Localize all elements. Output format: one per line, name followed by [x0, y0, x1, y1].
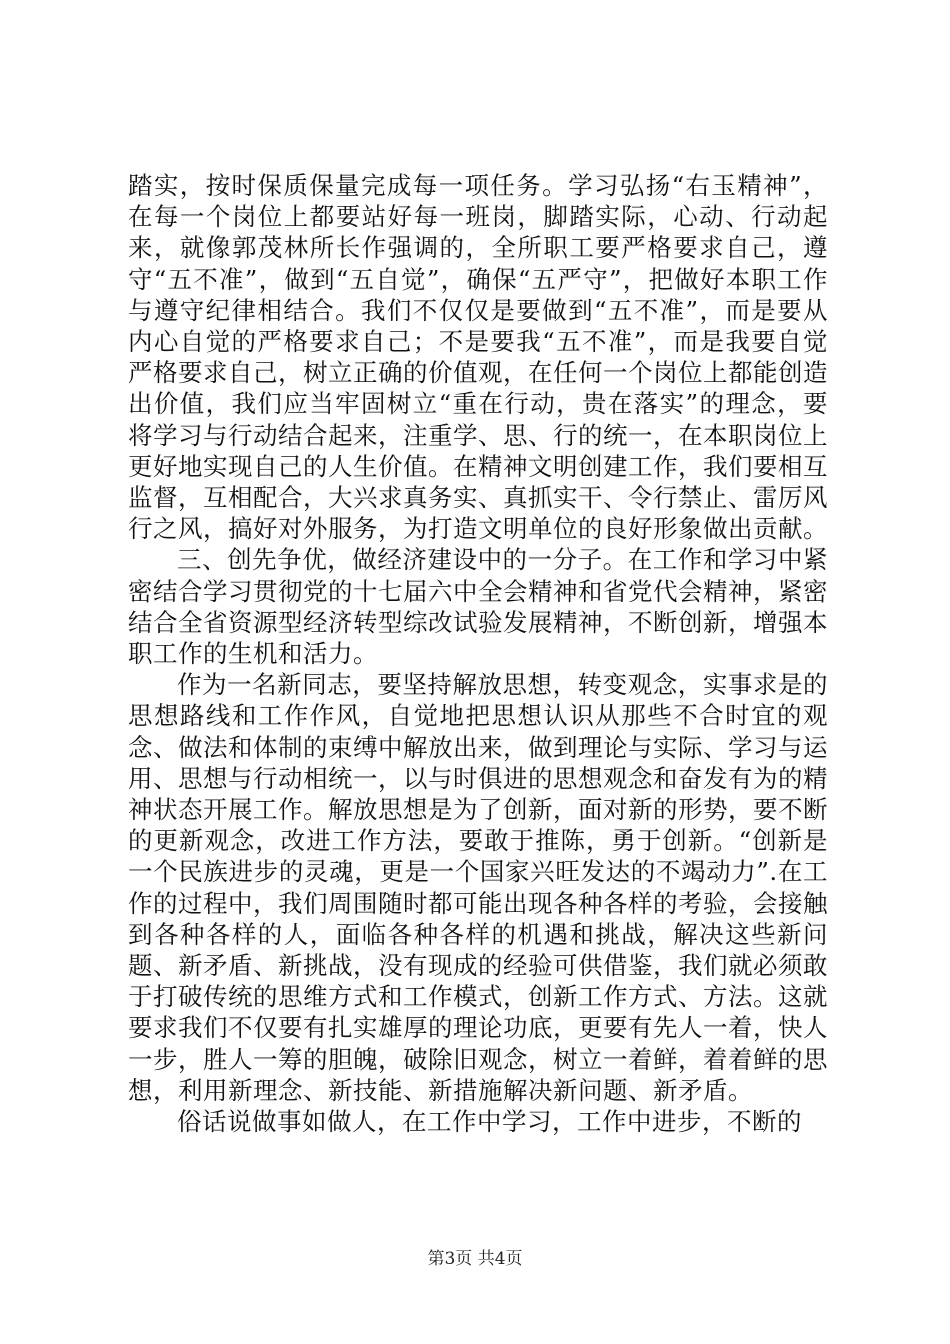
paragraph-4: 俗话说做事如做人，在工作中学习，工作中进步，不断的 [177, 1107, 802, 1137]
paragraph-2: 三、创先争优，做经济建设中的一分子。在工作和学习中紧密结合学习贯彻党的十七届六中全会精神和省党代会精神，紧密结合全省资源型经济转型综改试验发展精神，不断创新，增强本职工作的生机和活力。 [128, 545, 828, 669]
paragraph-3: 作为一名新同志，要坚持解放思想，转变观念，实事求是的思想路线和工作作风，自觉地把思想认识从那些不合时宜的观念、做法和体制的束缚中解放出来，做到理论与实际、学习与运用、思想与行动相统一，以与时俱进的思想观念和奋发有为的精神状态开展工作。解放思想是为了创新，面对新的形势，要不断的更新观念，改进工作方法，要敢于推陈，勇于创新。“创新是一个民族进步的灵魂，更是一个国家兴旺发达的不竭动力”.在工作的过程中，我们周围随时都可能出现各种各样的考验，会接触到各种各样的人，面临各种各样的机遇和挑战，解决这些新问题、新矛盾、新挑战，没有现成的经验可供借鉴，我们就必须敢于打破传统的思维方式和工作模式，创新工作方式、方法。这就要求我们不仅要有扎实雄厚的理论功底，更要有先人一着，快人一步，胜人一筹的胆魄，破除旧观念，树立一着鲜，着着鲜的思想，利用新理念、新技能、新措施解决新问题、新矛盾。 [128, 670, 828, 1105]
document-body [128, 170, 828, 1137]
page-number-footer: 第3页 共4页 [427, 1249, 523, 1269]
paragraph-1: 踏实，按时保质保量完成每一项任务。学习弘扬“右玉精神”，在每一个岗位上都要站好每一班岗，脚踏实际，心动、行动起来，就像郭茂林所长作强调的，全所职工要严格要求自己，遵守“五不准”，做到“五自觉”，确保“五严守”，把做好本职工作与遵守纪律相结合。我们不仅仅是要做到“五不准”，而是要从内心自觉的严格要求自己；不是要我“五不准”，而是我要自觉严格要求自己，树立正确的价值观，在任何一个岗位上都能创造出价值，我们应当牢固树立“重在行动，贵在落实”的理念，要将学习与行动结合起来，注重学、思、行的统一，在本职岗位上更好地实现自己的人生价值。在精神文明创建工作，我们要相互监督，互相配合，大兴求真务实、真抓实干、令行禁止、雷厉风行之风，搞好对外服务，为打造文明单位的良好形象做出贡献。 [128, 171, 828, 544]
